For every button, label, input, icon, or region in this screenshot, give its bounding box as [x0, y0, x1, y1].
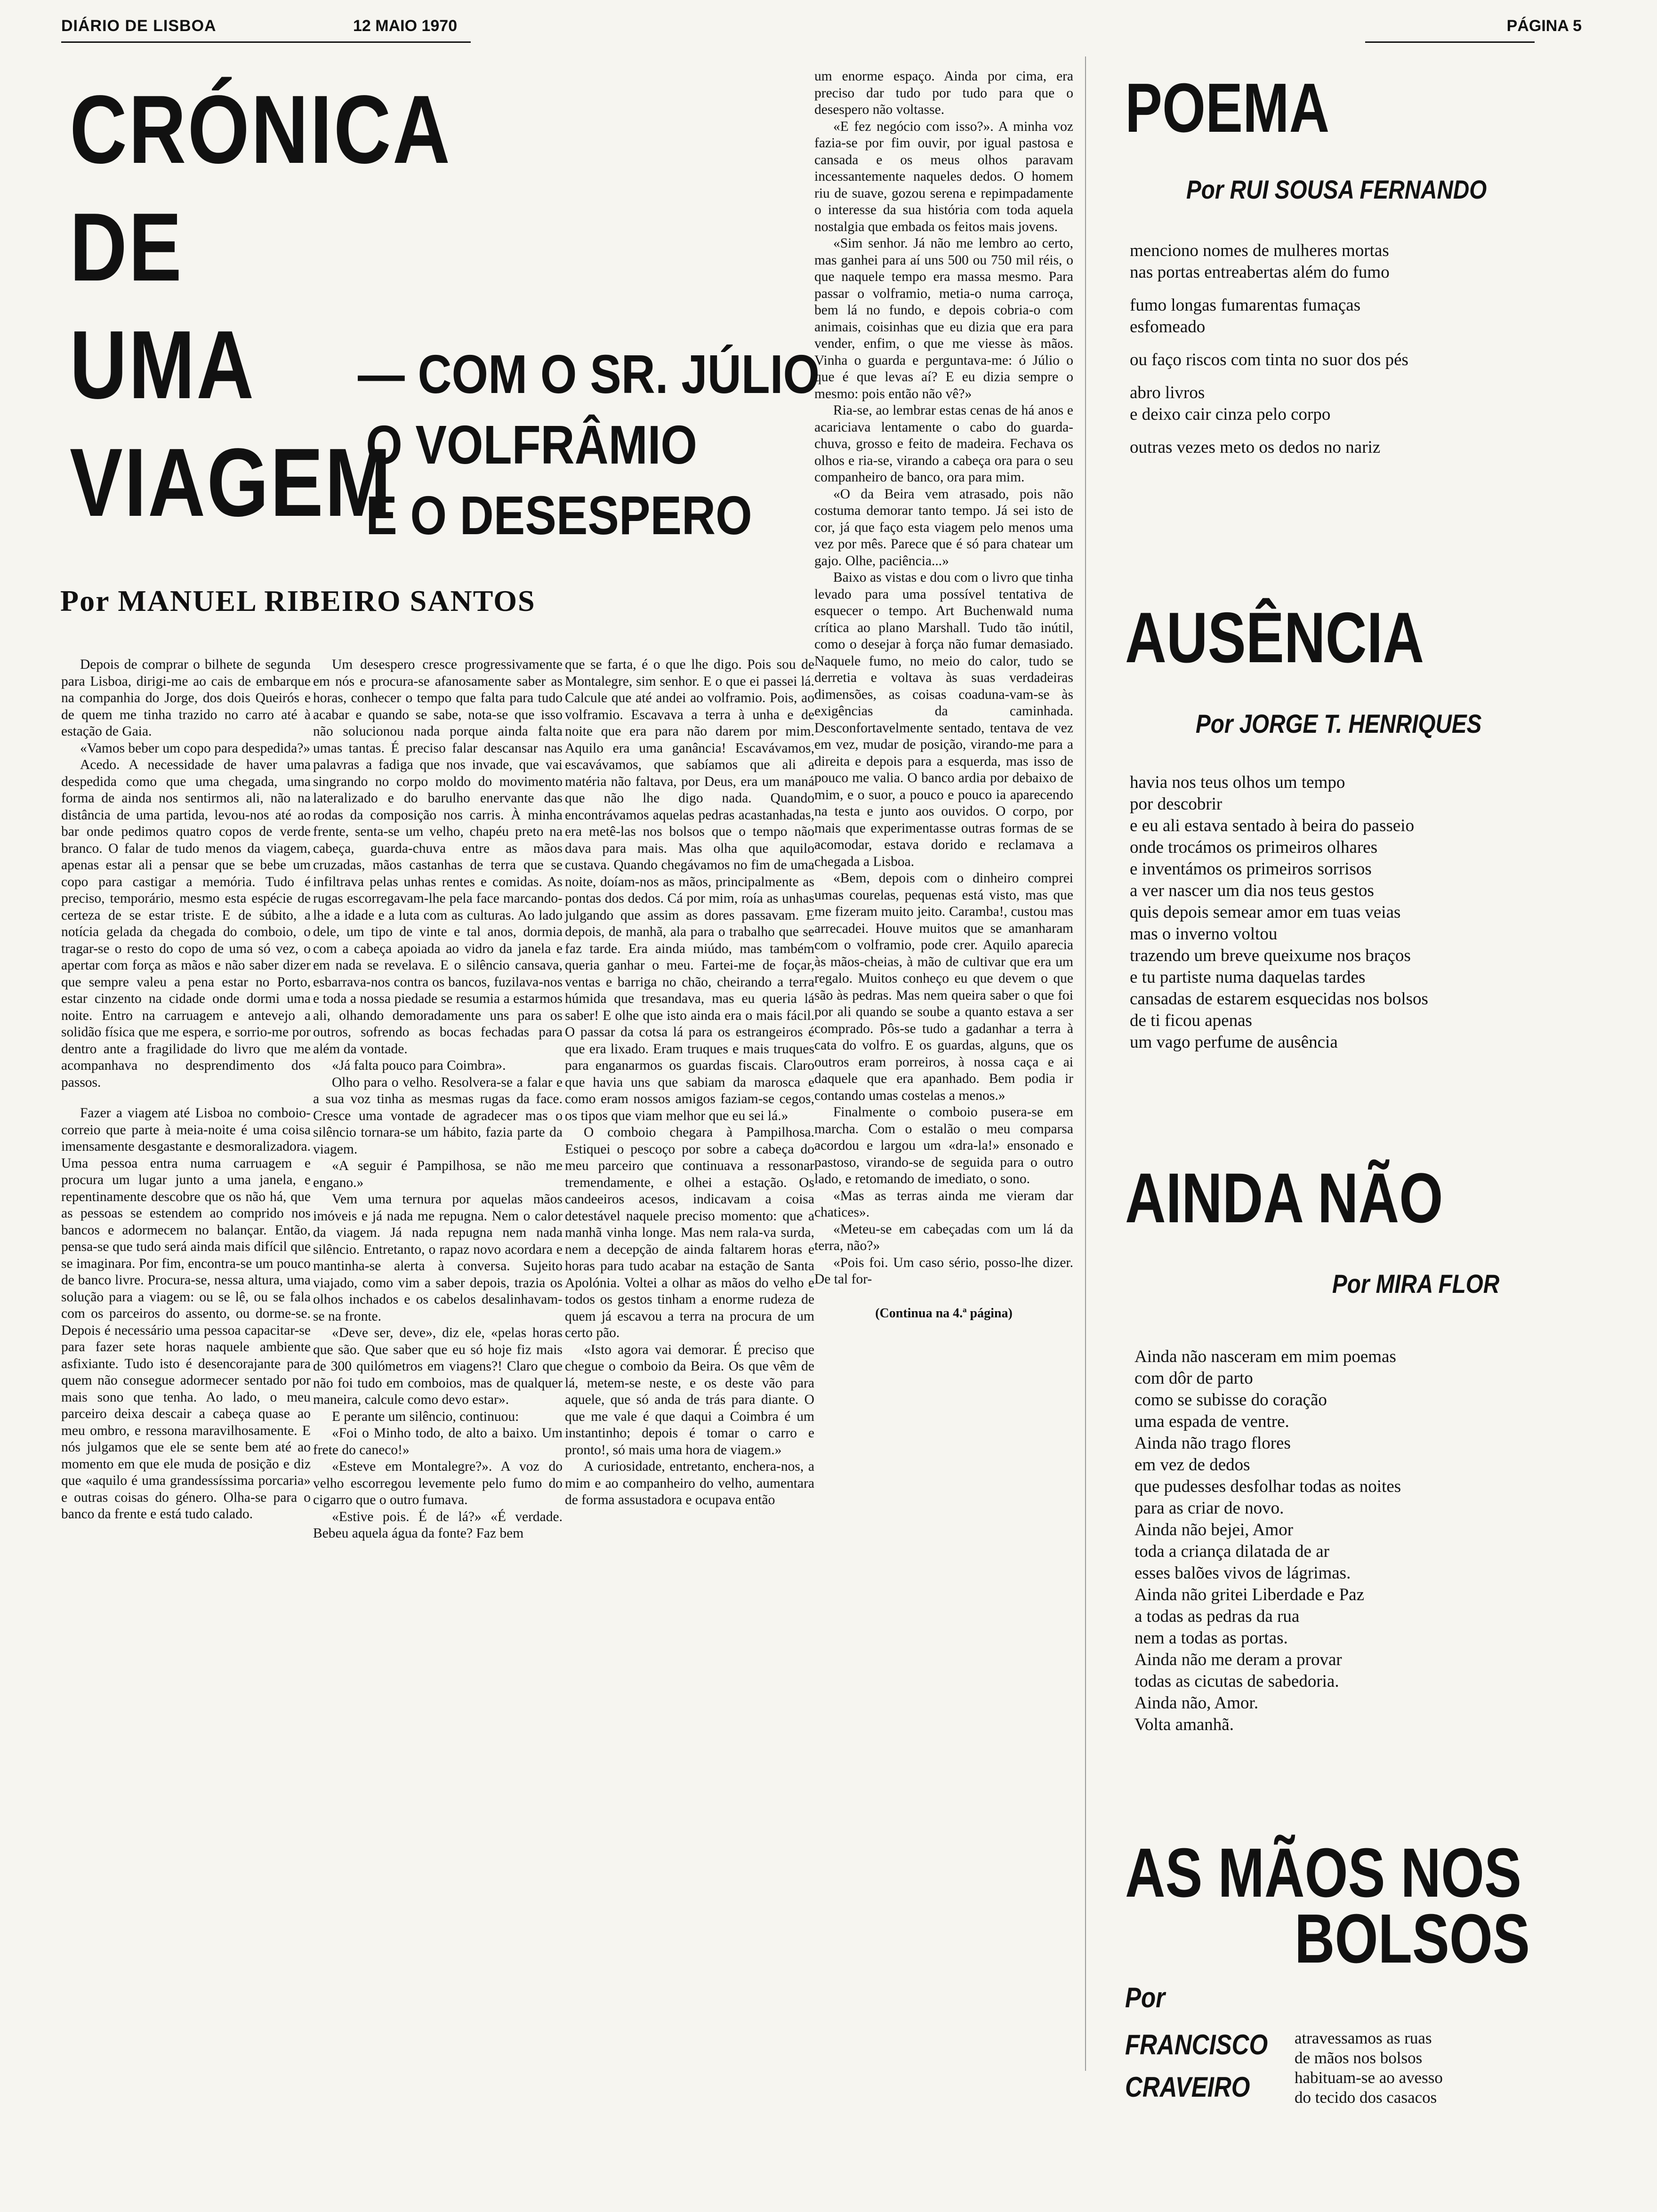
paragraph: Ria-se, ao lembrar estas cenas de há anos e acariciava lentamente o cabo do guarda-chuva, grosso e feito de madeira. Fechava os olhos e ria-se, virando a cabeça ora para o seu companheiro de banco, ora para mim. — [814, 403, 1073, 485]
poem-verse — [1130, 772, 1428, 1053]
paragraph: «Mas as terras ainda me vieram dar chatices». — [814, 1188, 1073, 1220]
verse-line: a todas as pedras da rua — [1134, 1607, 1300, 1626]
poem-title: POEMA — [1125, 69, 1330, 147]
verse-line: quis depois semear amor em tuas veias — [1130, 903, 1401, 922]
verse-line: cansadas de estarem esquecidas nos bolsos — [1130, 989, 1428, 1009]
verse-line: Volta amanhã. — [1134, 1715, 1234, 1734]
poem-by: Por — [1125, 1982, 1166, 2013]
paragraph: «Deve ser, deve», diz ele, «pelas horas que são. Que saber que eu só hoje fiz mais de 300 quilómetros em viagens?! Claro que não foi tudo em comboios, mas de qualquer maneira, calcule como devo estar». — [313, 1325, 563, 1407]
poem-title-line: AS MÃOS NOS — [1125, 1834, 1522, 1912]
verse-line: havia nos teus olhos um tempo — [1130, 773, 1345, 792]
verse-line: ou faço riscos com tinta no suor dos pés — [1130, 350, 1408, 369]
paragraph: Vem uma ternura por aquelas mãos imóveis e já nada me repugna. Nem o calor da viagem. Já nada repugna nem nada silêncio. Entretanto, o rapaz novo acordara e mantinha-se alerta à conversa. Sujeito viajado, como vim a saber depois, trazia os olhos inchados e os cabelos desalinhavam-se na fronte. — [313, 1192, 563, 1324]
verse-line: onde trocámos os primeiros olhares — [1130, 838, 1378, 857]
paragraph: «Pois foi. Um caso sério, posso-lhe dizer. De tal for- — [814, 1255, 1073, 1287]
verse-line: por descobrir — [1130, 794, 1223, 814]
verse-line: Ainda não, Amor. — [1134, 1693, 1259, 1713]
paragraph: Baixo as vistas e dou com o livro que tinha levado para uma possível tentativa de esquecer o tempo. Art Buchenwald numa crítica ao plano Marshall. Tudo tão inútil, como o desejar à força não fumar demasiado. Naquele fumo, no meio do calor, tudo se derretia e voltava às suas verdadeiras dimensões, as coisas coaduna-vam-se às exigências da caminhada. Desconfortavelmente sentado, tentava de vez em vez, mudar de posição, virando-me para a direita e depois para a esquerda, mas isso de pouco me valia. O banco ardia por debaixo de mim, e o suor, a pouco e pouco ia aparecendo na testa e junto aos ouvidos. O corpo, por mais que experimentasse outras formas de se acomodar, estava dorido e reclamava a chegada a Lisboa. — [814, 570, 1073, 869]
verse-line: em vez de dedos — [1134, 1455, 1250, 1475]
poem-title-line: BOLSOS — [1295, 1900, 1530, 1978]
paragraph: «O da Beira vem atrasado, pois não costuma demorar tanto tempo. Já sei isto de cor, já que faço esta viagem pelo menos uma vez por mês. Parece que é só para chatear um gajo. Olhe, paciência...» — [814, 486, 1073, 569]
issue-date: 12 MAIO 1970 — [353, 17, 458, 35]
poem-verse — [1130, 240, 1408, 470]
poem-as-maos-nos-bolsos — [1125, 1834, 1591, 2107]
verse-line: um vago perfume de ausência — [1130, 1033, 1338, 1052]
verse-line: e inventámos os primeiros sorrisos — [1130, 859, 1372, 879]
paragraph: «Sim senhor. Já não me lembro ao certo, mas ganhei para aí uns 500 ou 750 mil réis, o que naquele tempo era massa mesmo. Para passar o volframio, metia-o numa carroça, bem lá no fundo, e depois cobria-o com animais, coisinhas que eu dizia que era para vender, enfim, o que me viesse às mãos. Vinha o guarda e perguntava-me: ó Júlio o que é que levas aí? E eu dizia sempre o mesmo: pois então não vê?» — [814, 236, 1073, 401]
poem-poema — [1125, 68, 1591, 457]
paragraph: que se farta, é o que lhe digo. Pois sou de Montalegre, sim senhor. E o que ei passei lá. Calcule que até andei ao volframio. Pois, ao volframio. Escavava a terra à unha e de noite que era para não darem por mim. Aquilo era uma ganância! Escavávamos, escavávamos, que sabíamos que ali a matéria não faltava, por Deus, era um maná que não lhe digo nada. Quando encontrávamos aquelas pedras acastanhadas, era metê-las nos bolsos que o tempo não dava para mais. Mas olha que aquilo custava. Quando chegávamos no fim de uma noite, doíam-nos as mãos, principalmente as pontas dos dedos. Cá por mim, roía as unhas julgando que assim as dores passavam. E depois, de manhã, ala para o trabalho que se faz tarde. Era ainda miúdo, mas também queria ganhar o meu. Fartei-me de foçar, ventas e barriga no chão, cheirando a terra húmida que tresandava, mas eu queria lá saber! E olhe que isto ainda era o mais fácil. O passar da cotsa lá para os estrangeiros é que era lixado. Eram truques e mais truques para enganarmos os guardas fiscais. Claro que havia uns que sabiam da marosca e como eram nossos amigos faziam-se cegos, os tipos que viam melhor que eu sei lá.» — [565, 657, 814, 1123]
paragraph: Acedo. A necessidade de haver uma despedida como que uma chegada, uma forma de ainda nos sentirmos ali, não na distância de uma partida, levou-nos até ao bar onde pedimos quatro copos de verde branco. O falar de tudo menos da viagem, apenas estar ali a pensar que se bebe um copo para castigar a memória. Tudo é preciso, temporário, mesmo esta espécie de certeza de se estar triste. E de súbito, a notícia gelada da chegada do comboio, o tragar-se o resto do copo de uma só vez, o apertar com força as mãos e não saber dizer que sempre valeu a pena estar no Porto, estar cinzento na cidade onde dormi uma noite. Entro na carruagem e antevejo a solidão física que me espera, e sorrio-me por dentro ante a fragilidade do livro que me acompanhava no desprendimento dos passos. — [61, 757, 311, 1090]
subtitle-line: — COM O SR. JÚLIO — [358, 344, 820, 405]
verse-line: Ainda não trago flores — [1134, 1434, 1291, 1453]
verse-line: nas portas entreabertas além do fumo — [1130, 263, 1390, 282]
paragraph: «Foi o Minho todo, de alto a baixo. Um frete do caneco!» — [313, 1426, 563, 1458]
subtitle-line: E O DESESPERO — [366, 485, 752, 546]
paragraph: «Meteu-se em cabeçadas com um lá da terra, não?» — [814, 1221, 1073, 1253]
verse-line: do tecido dos casacos — [1295, 2088, 1437, 2107]
article-column-1 — [61, 657, 311, 1523]
paragraph: O comboio chegara à Pampilhosa. Estiquei o pescoço por sobre a cabeça do meu parceiro que continuava a ressonar tremendamente, e olhei a estação. Os candeeiros acesos, indicavam a coisa detestável naquele preciso momento: que a manhã vinha longe. Mas nem rala-va surda, nem a decepção de ainda faltarem horas e horas para tudo acabar na estação de Santa Apolónia. Voltei a olhar as mãos do velho e todos os gestos tinham a enorme rudeza de quem já escavou a terra na procura de um certo pão. — [565, 1125, 814, 1340]
paragraph: E perante um silêncio, continuou: — [332, 1409, 519, 1424]
paragraph: «A seguir é Pampilhosa, se não me engano.» — [313, 1158, 563, 1190]
verse-line: mas o inverno voltou — [1130, 924, 1278, 944]
article-subtitle — [358, 339, 820, 551]
verse-line: como se subisse do coração — [1134, 1390, 1327, 1410]
verse-line: de mãos nos bolsos — [1295, 2049, 1423, 2067]
verse-line: e deixo cair cinza pelo corpo — [1130, 405, 1331, 424]
article-title-line: UMA VIAGEM — [70, 311, 393, 537]
verse-line: para as criar de novo. — [1134, 1499, 1284, 1518]
paragraph: «Bem, depois com o dinheiro comprei umas courelas, pequenas está visto, mas que me fizeram muito jeito. Caramba!, custou mas arrecadei. Houve muitos que se amanharam com o volframio, pode crer. Aquilo aparecia às mãos-cheias, à mão de cultivar que era um regalo. Muitos conheço eu que devem o que são às pedras. Mas nem queira saber o que foi por ali quando se soube a quanto estava a ser comprado. Pôs-se tudo a gadanhar a terra à cata do volfro. E os guardas, alguns, que os outros eram porreiros, à nossa caça e ai daquele que era apanhado. Bem podia ir contando umas costelas a menos.» — [814, 871, 1073, 1103]
article-byline: Por MANUEL RIBEIRO SANTOS — [60, 584, 536, 617]
verse-line: Ainda não bejei, Amor — [1134, 1520, 1294, 1539]
verse-line: abro livros — [1130, 383, 1205, 402]
verse-line: Ainda não me deram a provar — [1134, 1650, 1342, 1669]
article-column-2 — [313, 657, 563, 1542]
article-column-4 — [814, 68, 1073, 1322]
verse-line: menciono nomes de mulheres mortas — [1130, 241, 1389, 260]
continued-note: (Continua na 4.ª página) — [875, 1306, 1013, 1321]
verse-line: todas as cicutas de sabedoria. — [1134, 1672, 1339, 1691]
masthead-rule-right — [1365, 41, 1535, 43]
poem-author-line: CRAVEIRO — [1125, 2071, 1250, 2103]
paragraph: Fazer a viagem até Lisboa no comboio-correio que parte à meia-noite é uma coisa imensamente desgastante e desmoralizadora. Uma pessoa entra numa carruagem e procura um lugar junto a uma janela, e repentinamente descobre que os não há, que as pessoas se estendem ao comprido nos bancos e adormecem no balançar. Então, pensa-se que tudo será ainda mais difícil que se imaginara. Por fim, encontra-se um pouco de banco livre. Procura-se, nessa altura, uma solução para a viagem: ou se lê, ou se fala com os parceiros do assento, ou dorme-se. Depois é necessário uma pessoa capacitar-se para fazer sete horas naquele ambiente asfixiante. Tudo isto é desencorajante para quem não consegue adormecer sentado por mais sono que tenha. Ao lado, o meu parceiro deixa descair a cabeça quase ao meu ombro, e ressona maravilhosamente. E nós julgamos que ele se sente bem até ao momento em que ele muda de posição e diz que «aquilo é uma grandessíssima porcaria» e outras coisas do género. Olha-se para o banco da frente e está tudo calado. — [61, 1106, 311, 1522]
verse-line: esfomeado — [1130, 317, 1206, 337]
subtitle-line: O VOLFRÂMIO — [366, 414, 698, 475]
verse-line: e eu ali estava sentado à beira do passeio — [1130, 816, 1415, 835]
poem-title: AUSÊNCIA — [1125, 598, 1424, 678]
verse-line: e tu partiste numa daquelas tardes — [1130, 968, 1366, 987]
poem-verse — [1134, 1346, 1401, 1736]
paragraph: Depois de comprar o bilhete de segunda para Lisboa, dirigi-me ao cais de embarque na companhia do Jorge, dos dois Queirós e de quem me tinha trazido no carro até à estação de Gaia. — [61, 657, 311, 739]
verse-line: a ver nascer um dia nos teus gestos — [1130, 881, 1374, 900]
verse-line: atravessamos as ruas — [1295, 2029, 1432, 2047]
paragraph: um enorme espaço. Ainda por cima, era preciso dar tudo por tudo para que o desespero não voltasse. — [814, 69, 1073, 117]
paragraph: «Estive pois. É de lá?» «É verdade. Bebeu aquela água da fonte? Faz bem — [313, 1509, 563, 1541]
verse-line: outras vezes meto os dedos no nariz — [1130, 438, 1381, 457]
column-divider — [1085, 56, 1086, 2071]
paragraph: «Já falta pouco para Coimbra». — [332, 1058, 506, 1073]
poem-author: Por MIRA FLOR — [1332, 1269, 1500, 1298]
paragraph: Finalmente o comboio pusera-se em marcha. Com o estalão o meu comparsa acordou e largou um «dra-la!» ensonado e pastoso, virando-se de seguida para o outro lado, e retomando de imediato, o sono. — [814, 1105, 1073, 1186]
poem-author-line: FRANCISCO — [1125, 2029, 1268, 2060]
newspaper-name: DIÁRIO DE LISBOA — [61, 17, 217, 35]
verse-line: uma espada de ventre. — [1134, 1412, 1289, 1431]
poem-author: Por RUI SOUSA FERNANDO — [1186, 175, 1487, 204]
poem-author: Por JORGE T. HENRIQUES — [1196, 709, 1482, 738]
verse-line: que pudesses desfolhar todas as noites — [1134, 1477, 1401, 1496]
masthead-rule-left — [61, 41, 471, 43]
verse-line: nem a todas as portas. — [1134, 1628, 1288, 1648]
verse-line: Ainda não gritei Liberdade e Paz — [1134, 1585, 1364, 1604]
article-column-3 — [565, 657, 814, 1509]
page-number: PÁGINA 5 — [1506, 17, 1582, 35]
verse-line: de ti ficou apenas — [1130, 1011, 1252, 1030]
verse-line: esses balões vivos de lágrimas. — [1134, 1563, 1351, 1583]
verse-line: com dôr de parto — [1134, 1369, 1253, 1388]
verse-line: trazendo um breve queixume nos braços — [1130, 946, 1411, 965]
paragraph: «E fez negócio com isso?». A minha voz fazia-se por fim ouvir, por igual pastosa e cansada e os meus olhos paravam incessantemente naqueles dedos. O homem riu de suave, gozou serena e repimpadamente o interesse da sua história com toda aquela nostalgia que embada os feitos mais jovens. — [814, 119, 1073, 234]
paragraph: «Esteve em Montalegre?». A voz do velho escorregou levemente pelo fumo do cigarro que o outro fumava. — [313, 1459, 563, 1507]
verse-line: fumo longas fumarentas fumaças — [1130, 296, 1361, 315]
poem-ausencia — [1125, 598, 1591, 1052]
verse-line: Ainda não nasceram em mim poemas — [1134, 1347, 1396, 1366]
paragraph: Um desespero cresce progressivamente em nós e procura-se afanosamente saber as horas, conhecer o tempo que falta para tudo acabar e quando se sabe, nota-se que isso não solucionou nada porque ainda falta umas tantas. É preciso falar descansar nas palavras a fadiga que nos invade, que vai singrando no corpo moldo do movimento lateralizado e do barulho enervante das rodas da composição nos carris. À minha frente, senta-se um velho, chapéu preto na cabeça, guarda-chuva entre as mãos cruzadas, mãos castanhas de terra que se infiltrava pelas unhas rentes e comidas. As rugas escorregavam-lhe pela face marcando-lhe a idade e a luta com as culturas. Ao lado dele, um tipo de vinte e tal anos, dormia com a cabeça apoiada ao vidro da janela e em nada se revelava. E o silêncio cansava, esbarrava-nos contra os bancos, fuzilava-nos e toda a nossa piedade se resumia a estarmos ali, olhando demoradamente uns para os outros, sofrendo as bocas fechadas para além da vontade. — [313, 657, 563, 1057]
verse-line: habituam-se ao avesso — [1295, 2068, 1443, 2087]
poem-title: AINDA NÃO — [1125, 1158, 1443, 1237]
paragraph: A curiosidade, entretanto, enchera-nos, a mim e ao companheiro do velho, aumentara de forma assustadora e ocupava então — [565, 1459, 814, 1507]
article-title-line: CRÓNICA DE — [70, 75, 449, 301]
paragraph: Olho para o velho. Resolvera-se a falar e a sua voz tinha as mesmas rugas da face. Cresce uma vontade de agradecer mas o silêncio tornara-se um hábito, fazia parte da viagem. — [313, 1074, 563, 1157]
paragraph: «Vamos beber um copo para despedida?» — [80, 740, 311, 756]
poem-verse — [1295, 2028, 1443, 2108]
paragraph: «Isto agora vai demorar. É preciso que chegue o comboio da Beira. Os que vêm de lá, metem-se neste, e os deste vão para aquele, que só anda de trás para diante. O que me vale é que daqui a Coimbra é um instantinho; depois é tomar o carro e pronto!, só mais uma hora de viagem.» — [565, 1342, 814, 1458]
verse-line: toda a criança dilatada de ar — [1134, 1542, 1329, 1561]
poem-ainda-nao — [1125, 1158, 1591, 1734]
